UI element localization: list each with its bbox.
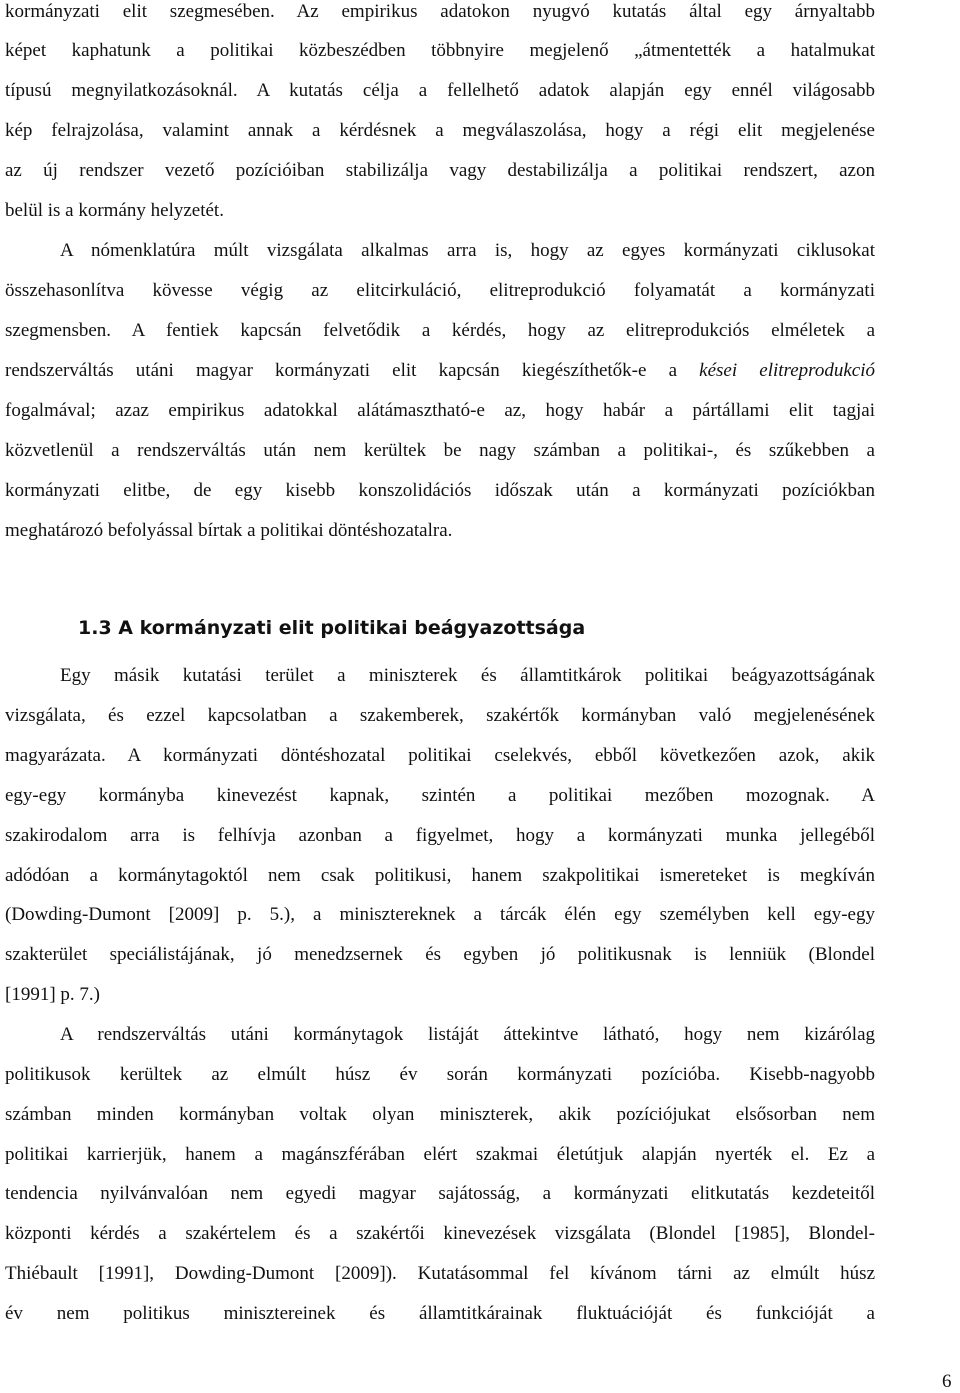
text-line: adódóan a kormánytagoktól nem csak politikusi, hanem szakpolitikai ismereteket is megkíván [5, 865, 875, 886]
text-line: belül is a kormány helyzetét. [5, 200, 224, 221]
page-number: 6 [942, 1371, 952, 1392]
text-line: összehasonlítva kövesse végig az elitcirkuláció, elitreprodukció folyamatát a kormányzati [5, 280, 875, 301]
text-line: kép felrajzolása, valamint annak a kérdésnek a megválaszolása, hogy a régi elit megjelenése [5, 120, 875, 141]
text-line: típusú megnyilatkozásoknál. A kutatás célja a fellelhető adatok alapján egy ennél világosabb [5, 80, 875, 101]
text-span: rendszerváltás utáni magyar kormányzati elit kapcsán kiegészíthetők-e a [5, 360, 700, 381]
text-line: politikusok kerültek az elmúlt húsz év során kormányzati pozícióba. Kisebb-nagyobb [5, 1064, 875, 1085]
text-line: az új rendszer vezető pozícióiban stabilizálja vagy destabilizálja a politikai rendszert, azon [5, 160, 875, 181]
text-line: közvetlenül a rendszerváltás után nem kerültek be nagy számban a politikai-, és szűkebben a [5, 440, 875, 461]
section-heading: 1.3 A kormányzati elit politikai beágyazottsága [78, 617, 586, 639]
text-line: központi kérdés a szakértelem és a szakértői kinevezések vizsgálata (Blondel [1985], Blondel- [5, 1223, 875, 1244]
text-line: politikai karrierjük, hanem a magánszférában elért szakmai életútjuk alapján nyerték el. Ez a [5, 1144, 875, 1165]
text-line: egy-egy kormányba kinevezést kapnak, szintén a politikai mezőben mozognak. A [5, 785, 875, 806]
paragraph-first-line: A rendszerváltás utáni kormánytagok listáját áttekintve látható, hogy nem kizárólag [60, 1024, 875, 1045]
text-line: számban minden kormányban voltak olyan miniszterek, akik pozíciójukat elsősorban nem [5, 1104, 875, 1125]
text-line: szakterület speciálistájának, jó menedzsernek és egyben jó politikusnak is lenniük (Blondel [5, 944, 875, 965]
text-line: Thiébault [1991], Dowding-Dumont [2009]). Kutatásommal fel kívánom tárni az elmúlt húsz [5, 1263, 875, 1284]
text-line: kormányzati elitbe, de egy kisebb konszolidációs időszak után a kormányzati pozíciókban [5, 480, 875, 501]
text-line: (Dowding-Dumont [2009] p. 5.), a minisztereknek a tárcák élén egy személyben kell egy-egy [5, 904, 875, 925]
text-line: szegmensben. A fentiek kapcsán felvetődik a kérdés, hogy az elitreprodukciós elméletek a [5, 320, 875, 341]
text-line-with-italic [5, 359, 875, 383]
text-line: magyarázata. A kormányzati döntéshozatal politikai cselekvés, ebből következően azok, akik [5, 745, 875, 766]
text-line: képet kaphatunk a politikai közbeszédben többnyire megjelenő „átmentették a hatalmukat [5, 40, 875, 61]
text-line: kormányzati elit szegmesében. Az empirikus adatokon nyugvó kutatás által egy árnyaltabb [5, 1, 875, 22]
text-line: [1991] p. 7.) [5, 984, 100, 1005]
text-line: meghatározó befolyással bírtak a politikai döntéshozatalra. [5, 520, 453, 541]
text-line: év nem politikus minisztereinek és államtitkárainak fluktuációját és funkcióját a [5, 1303, 875, 1324]
text-line: fogalmával; azaz empirikus adatokkal alátámasztható-e az, hogy habár a pártállami elit tagjai [5, 400, 875, 421]
text-line: szakirodalom arra is felhívja azonban a figyelmet, hogy a kormányzati munka jellegéből [5, 825, 875, 846]
paragraph-first-line: A nómenklatúra múlt vizsgálata alkalmas arra is, hogy az egyes kormányzati ciklusokat [60, 240, 875, 261]
paragraph-first-line: Egy másik kutatási terület a miniszterek és államtitkárok politikai beágyazottságának [60, 665, 875, 686]
italic-term: kései elitreprodukció [699, 360, 875, 381]
text-line: tendencia nyilvánvalóan nem egyedi magyar sajátosság, a kormányzati elitkutatás kezdeteitől [5, 1183, 875, 1204]
text-line: vizsgálata, és ezzel kapcsolatban a szakemberek, szakértők kormányban való megjelenésének [5, 705, 875, 726]
